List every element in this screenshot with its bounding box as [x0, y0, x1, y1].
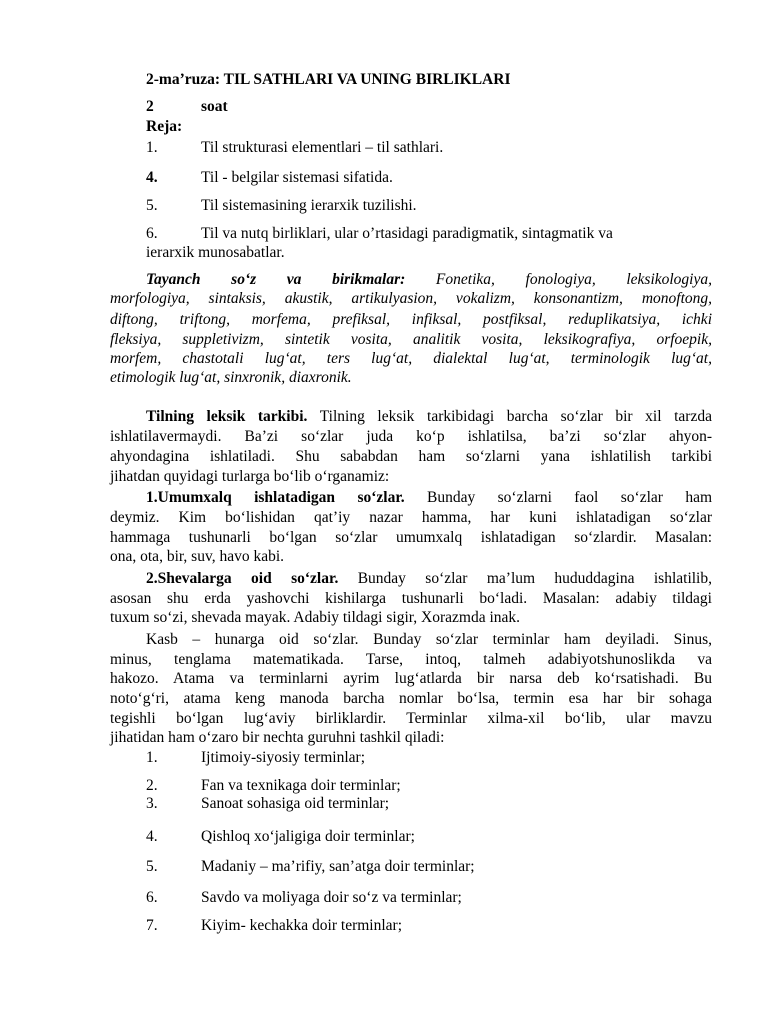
keywords-line: morfologiya, sintaksis, akustik, artikulyasion, vokalizm, konsonantizm, monoftong, — [110, 290, 712, 307]
keywords-line: diftong, triftong, morfema, prefiksal, infiksal, postfiksal, reduplikatsiya, ichki — [110, 311, 712, 328]
hours-word: soat — [201, 98, 228, 115]
keywords-line: morfem, chastotali lug‘at, ters lug‘at, dialektal lug‘at, terminologik lug‘at, — [110, 350, 712, 367]
keywords-line: etimologik lug‘at, sinxronik, diaxronik. — [110, 369, 352, 386]
plan-text: Til - belgilar sistemasi sifatida. — [201, 169, 393, 186]
plan-text: Til strukturasi elementlari – til sathlari. — [201, 139, 444, 156]
plan-label: Reja: — [146, 118, 183, 135]
plan-text: Til sistemasining ierarxik tuzilishi. — [201, 197, 417, 214]
dialect-first-line — [146, 570, 712, 588]
common-heading: 1.Umumxalq ishlatadigan so‘zlar. — [146, 489, 405, 506]
lexical-line: jihatdan quyidagi turlarga bo‘lib o‘rganamiz: — [110, 468, 390, 485]
term-text: Fan va texnikaga doir terminlar; — [201, 777, 401, 794]
common-line: hammaga tushunarli bo‘lgan so‘zlar umumxalq ishlatadigan so‘zlardir. Masalan: — [110, 529, 712, 546]
plan-num: 5. — [146, 197, 158, 214]
plan-num: 1. — [146, 139, 158, 156]
profession-first-line: Kasb – hunarga oid so‘zlar. Bunday so‘zlar terminlar ham deyiladi. Sinus, — [146, 631, 712, 648]
plan-num: 4. — [146, 169, 158, 186]
keywords-line: fleksiya, suppletivizm, sintetik vosita, analitik vosita, leksikografiya, orfoepik, — [110, 331, 712, 348]
term-num: 7. — [146, 917, 158, 934]
dialect-heading: 2.Shevalarga oid so‘zlar. — [146, 570, 339, 587]
term-num: 5. — [146, 858, 158, 875]
common-line: ona, ota, bir, suv, havo kabi. — [110, 548, 285, 565]
lexical-heading: Tilning leksik tarkibi. — [146, 408, 308, 425]
dialect-line: asosan shu erda yashovchi kishilarga tushunarli bo‘ladi. Masalan: adabiy tildagi — [110, 590, 712, 607]
lexical-text: Tilning leksik tarkibidagi barcha so‘zlar bir xil tarzda — [319, 408, 712, 425]
term-text: Savdo va moliyaga doir so‘z va terminlar; — [201, 889, 462, 906]
lexical-line: ishlatilavermaydi. Ba’zi so‘zlar juda ko‘p ishlatilsa, ba’zi so‘zlar ahyon- — [110, 428, 712, 445]
lexical-line: ahyondagina ishlatiladi. Shu sababdan ham so‘zlarni yana ishlatilish tarkibi — [110, 448, 712, 465]
term-num: 1. — [146, 749, 158, 766]
common-first-line — [146, 489, 712, 507]
dialect-text: Bunday so‘zlar ma’lum hududdagina ishlatilib, — [357, 570, 712, 587]
profession-line: jihatidan ham o‘zaro bir nechta guruhni tashkil qiladi: — [110, 729, 445, 746]
term-text: Ijtimoiy-siyosiy terminlar; — [201, 749, 366, 766]
lecture-title — [146, 71, 510, 89]
plan-text: Til va nutq birliklari, ular o’rtasidagi paradigmatik, sintagmatik va — [201, 225, 613, 242]
term-num: 2. — [146, 777, 158, 794]
title-main: TIL SATHLARI VA UNING BIRLIKLARI — [223, 71, 511, 88]
profession-line: hakozo. Atama va terminlarni ayrim lug‘atlarda bir narsa deb ko‘rsatishadi. Bu — [110, 670, 712, 687]
keywords-text: Fonetika, fonologiya, leksikologiya, — [435, 271, 712, 288]
keywords-first-line — [146, 271, 712, 289]
term-text: Sanoat sohasiga oid terminlar; — [201, 795, 390, 812]
term-num: 4. — [146, 828, 158, 845]
term-text: Kiyim- kechakka doir terminlar; — [201, 917, 403, 934]
term-num: 6. — [146, 889, 158, 906]
term-text: Madaniy – ma’rifiy, san’atga doir terminlar; — [201, 858, 475, 875]
profession-line: noto‘g‘ri, atama keng manoda barcha nomlar bo‘lsa, termin esa har bir sohaga — [110, 690, 712, 707]
plan-text-continuation: ierarxik munosabatlar. — [146, 244, 285, 261]
dialect-line: tuxum so‘zi, shevada mayak. Adabiy tildagi sigir, Xorazmda inak. — [110, 609, 521, 626]
profession-line: minus, tenglama matematikada. Tarse, intoq, talmeh adabiyotshunoslikda va — [110, 651, 712, 668]
profession-line: tegishli bo‘lgan lug‘aviy birliklardir. Terminlar xilma-xil bo‘lib, ular mavzu — [110, 710, 712, 727]
keywords-label: Tayanch so‘z va birikmalar: — [146, 271, 406, 288]
common-line: deymiz. Kim bo‘lishidan qat’iy nazar hamma, har kuni ishlatadigan so‘zlar — [110, 509, 712, 526]
term-text: Qishloq xo‘jaligiga doir terminlar; — [201, 828, 415, 845]
common-text: Bunday so‘zlarni faol so‘zlar ham — [427, 489, 713, 506]
term-num: 3. — [146, 795, 158, 812]
plan-num: 6. — [146, 225, 158, 242]
lexical-first-line — [146, 408, 712, 426]
hours-num: 2 — [146, 98, 154, 115]
title-prefix: 2-ma’ruza: — [146, 71, 221, 88]
